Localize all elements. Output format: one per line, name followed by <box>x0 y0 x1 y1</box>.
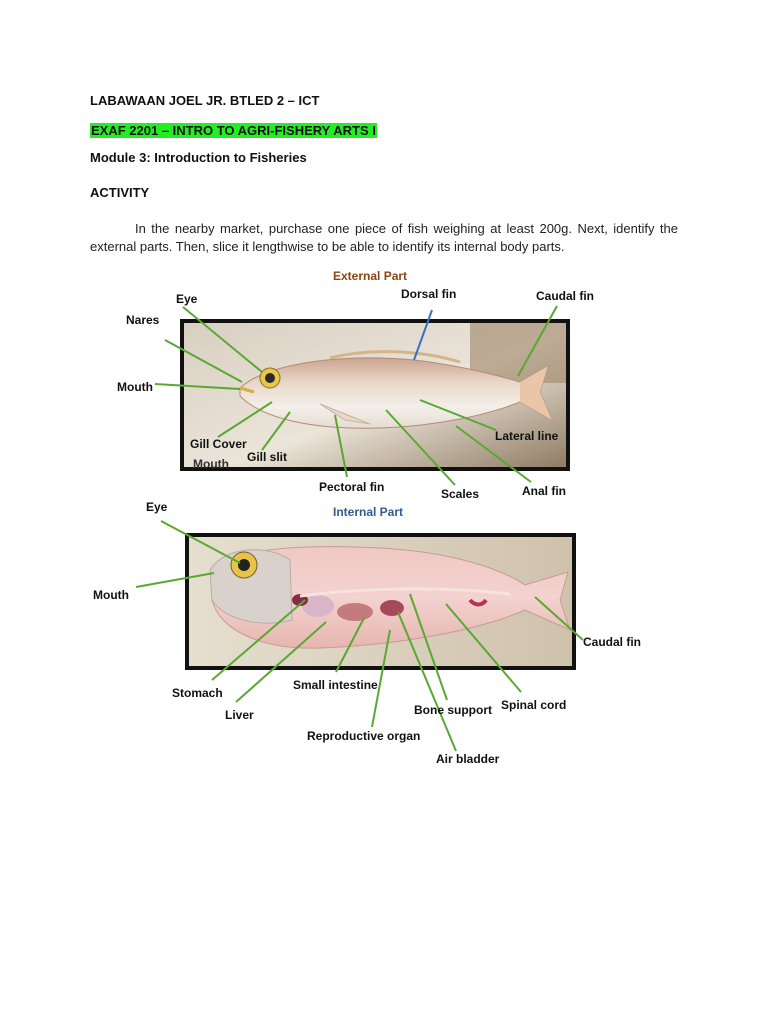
label-bone-support: Bone support <box>414 703 492 717</box>
student-name-line: LABAWAAN JOEL JR. BTLED 2 – ICT <box>90 93 320 108</box>
label-air-bladder: Air bladder <box>436 752 500 766</box>
label-caudal-fin-external: Caudal fin <box>536 289 595 303</box>
label-stomach: Stomach <box>172 686 223 700</box>
internal-fish-photo <box>187 535 574 668</box>
label-nares: Nares <box>126 313 160 327</box>
label-eye-external: Eye <box>176 292 198 306</box>
label-anal-fin: Anal fin <box>522 484 566 498</box>
label-pectoral-fin: Pectoral fin <box>319 480 385 494</box>
label-gill-cover: Gill Cover <box>190 437 247 451</box>
label-gill-slit: Gill slit <box>247 450 288 464</box>
label-small-intestine: Small intestine <box>293 678 378 692</box>
internal-part-caption: Internal Part <box>333 505 404 519</box>
label-reproductive-organ: Reproductive organ <box>307 729 421 743</box>
label-scales: Scales <box>441 487 480 501</box>
label-caudal-fin-internal: Caudal fin <box>583 635 642 649</box>
label-mouth-internal: Mouth <box>93 588 129 602</box>
label-lateral-line: Lateral line <box>495 429 559 443</box>
label-mouth-external: Mouth <box>117 380 153 394</box>
external-part-caption: External Part <box>333 269 408 283</box>
course-highlight: EXAF 2201 – INTRO TO AGRI-FISHERY ARTS I <box>91 123 376 138</box>
instructions-paragraph: In the nearby market, purchase one piece of fish weighing at least 200g. Next, identify the external parts. Then, slice it lengthwise to be able to identify its internal body parts. <box>90 221 678 254</box>
section-heading: ACTIVITY <box>90 185 150 200</box>
label-mouth-overlap: Mouth <box>193 457 229 471</box>
label-eye-internal: Eye <box>146 500 168 514</box>
module-title: Module 3: Introduction to Fisheries <box>90 150 307 165</box>
label-liver: Liver <box>225 708 254 722</box>
label-dorsal-fin: Dorsal fin <box>401 287 457 301</box>
label-spinal-cord: Spinal cord <box>501 698 567 712</box>
